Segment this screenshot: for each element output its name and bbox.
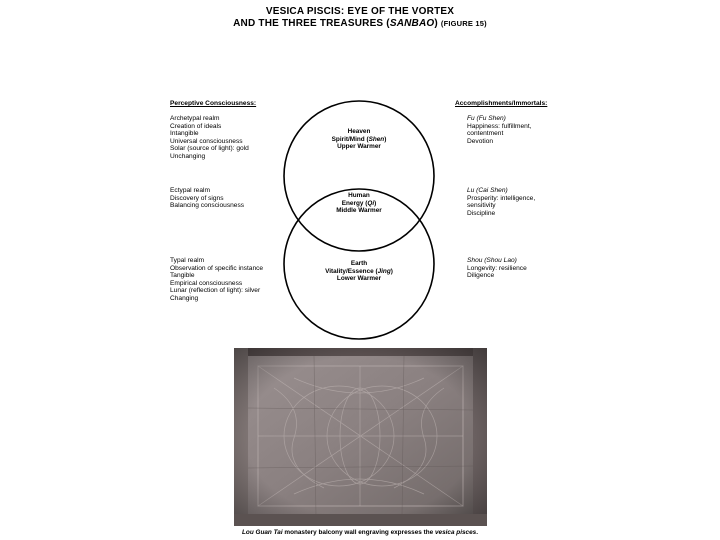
left-g3-line: Typal realm bbox=[170, 257, 205, 264]
right-g2-line: Discipline bbox=[467, 209, 496, 217]
left-g3-line: Tangible bbox=[170, 272, 195, 280]
right-g2-line: sensitivity bbox=[467, 202, 496, 210]
caption-term: vesica pisces bbox=[434, 529, 477, 536]
earth-title: Earth bbox=[350, 260, 368, 267]
typal-group bbox=[170, 257, 263, 303]
right-g1-line: contentment bbox=[467, 130, 504, 138]
perceptive-consciousness-column bbox=[170, 100, 290, 115]
ectypal-group bbox=[170, 187, 244, 210]
left-g2-line: Discovery of signs bbox=[170, 194, 224, 202]
human-qi: Energy (Qi) bbox=[341, 199, 377, 207]
left-g1-line: Intangible bbox=[170, 130, 199, 138]
caption-text: monastery balcony wall engraving expresses the bbox=[282, 529, 435, 536]
title-line-2-close: ) bbox=[434, 18, 438, 29]
human-title: Human bbox=[348, 192, 370, 199]
earth-warmer: Lower Warmer bbox=[336, 275, 382, 283]
heaven-warmer: Upper Warmer bbox=[337, 143, 381, 151]
left-g3-line: Lunar (reflection of light): silver bbox=[170, 287, 261, 295]
left-g2-line: Ectypal realm bbox=[170, 187, 210, 194]
shou-group bbox=[467, 257, 527, 280]
left-heading: Perceptive Consciousness: bbox=[170, 100, 257, 107]
left-g1-line: Universal consciousness bbox=[170, 137, 243, 145]
title-line-2-prefix: AND THE THREE TREASURES ( bbox=[233, 18, 390, 29]
shou-name: Shou (Shou Lao) bbox=[467, 257, 517, 264]
earth-label bbox=[299, 260, 419, 283]
right-g1-line: Devotion bbox=[467, 137, 494, 145]
heaven-label bbox=[299, 128, 419, 151]
right-g3-line: Longevity: resilience bbox=[467, 264, 527, 272]
lu-name: Lu (Cai Shen) bbox=[467, 187, 508, 194]
earth-jing: Vitality/Essence (Jing) bbox=[325, 267, 393, 275]
right-heading: Accomplishments/Immortals: bbox=[455, 100, 548, 107]
caption-end: . bbox=[476, 529, 478, 536]
heaven-shen: Spirit/Mind (Shen) bbox=[331, 135, 387, 143]
fu-name: Fu (Fu Shen) bbox=[467, 115, 506, 122]
left-g1-line: Archetypal realm bbox=[170, 115, 220, 122]
heaven-title: Heaven bbox=[347, 128, 371, 135]
left-g3-line: Empirical consciousness bbox=[170, 279, 243, 287]
left-g1-line: Unchanging bbox=[170, 152, 206, 160]
human-warmer: Middle Warmer bbox=[336, 207, 382, 215]
left-g3-line: Changing bbox=[170, 294, 199, 302]
figure-number: (FIGURE 15) bbox=[440, 19, 487, 28]
left-g3-line: Observation of specific instance bbox=[170, 264, 264, 272]
right-g3-line: Diligence bbox=[467, 272, 495, 280]
title-sanbao: SANBAO bbox=[389, 18, 435, 29]
caption-site: Lou Guan Tai bbox=[242, 529, 283, 536]
human-label bbox=[299, 192, 419, 215]
accomplishments-column bbox=[455, 100, 585, 115]
stone-engraving-photo bbox=[234, 348, 487, 526]
upper-circle bbox=[284, 101, 434, 251]
title-line-1: VESICA PISCIS: EYE OF THE VORTEX bbox=[265, 6, 455, 17]
left-g2-line: Balancing consciousness bbox=[170, 202, 245, 210]
left-g1-line: Solar (source of light): gold bbox=[170, 145, 249, 153]
engraving-illustration bbox=[234, 348, 487, 526]
fu-group bbox=[467, 115, 532, 145]
archetypal-group bbox=[170, 115, 249, 161]
photo-caption bbox=[0, 529, 720, 537]
right-g1-line: Happiness: fulfillment, bbox=[467, 122, 532, 130]
left-g1-line: Creation of ideals bbox=[170, 122, 222, 130]
lu-group bbox=[467, 187, 535, 217]
right-g2-line: Prosperity: intelligence, bbox=[467, 194, 536, 202]
